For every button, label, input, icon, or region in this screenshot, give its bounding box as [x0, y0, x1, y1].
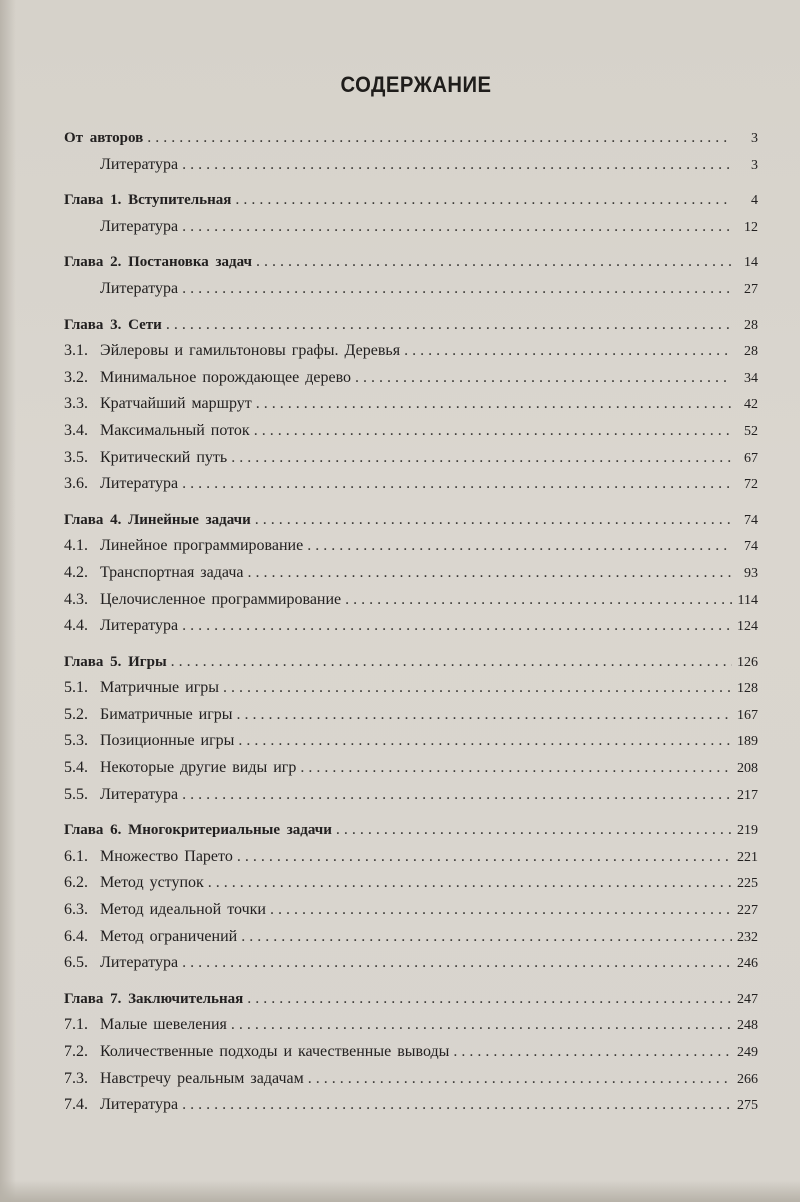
page-number: 208	[737, 761, 758, 777]
dot-leader	[355, 365, 732, 392]
chapter-title	[64, 817, 332, 844]
entry-number: 7.1.	[64, 1016, 88, 1034]
toc-entry-row	[64, 276, 758, 303]
dot-leader	[241, 924, 732, 951]
entry-title	[64, 338, 400, 365]
entry-title	[64, 418, 250, 445]
toc-entry-row	[64, 1066, 758, 1093]
entry-title	[64, 1066, 304, 1093]
entry-label: Литература	[100, 617, 179, 635]
entry-label: Матричные игры	[100, 679, 219, 697]
toc-entry-row	[64, 365, 758, 392]
entry-label: Метод уступок	[100, 874, 204, 892]
toc-entry-row	[64, 924, 758, 951]
toc-entry-row	[64, 1039, 758, 1066]
chapter-title	[64, 125, 143, 152]
dot-leader	[231, 445, 732, 472]
chapter-label: Глава 7. Заключительная	[64, 990, 244, 1007]
entry-number: 5.5.	[64, 785, 88, 803]
chapter-label: Глава 2. Постановка задач	[64, 254, 253, 271]
dot-leader	[182, 613, 732, 640]
toc-entry-row	[64, 950, 758, 977]
dot-leader	[182, 276, 732, 303]
toc-entry-row	[64, 782, 758, 809]
chapter-label: Глава 6. Многокритериальные задачи	[64, 822, 332, 839]
toc-chapter-row	[64, 125, 758, 152]
page-number: 232	[737, 929, 758, 945]
dot-leader	[256, 391, 732, 418]
page-number: 266	[737, 1071, 758, 1087]
entry-label: Некоторые другие виды игр	[100, 759, 297, 777]
toc-entry-row	[64, 675, 758, 702]
entry-number: 6.2.	[64, 874, 88, 892]
page-number: 247	[737, 991, 758, 1007]
toc-entry-row	[64, 870, 758, 897]
dot-leader	[300, 755, 732, 782]
dot-leader	[208, 870, 732, 897]
toc-entry-row	[64, 702, 758, 729]
page-number: 74	[744, 512, 758, 528]
page-number: 4	[751, 193, 758, 209]
chapter-label: Глава 3. Сети	[64, 316, 162, 333]
dot-leader	[237, 844, 732, 871]
toc-entry-row	[64, 587, 758, 614]
entry-number: 3.4.	[64, 421, 88, 439]
toc-entry-row	[64, 1092, 758, 1119]
entry-label: Биматричные игры	[100, 705, 233, 723]
page-number: 124	[737, 619, 758, 635]
entry-title	[64, 587, 341, 614]
toc-section	[64, 249, 758, 302]
toc-entry-row	[64, 560, 758, 587]
entry-label: Транспортная задача	[100, 563, 244, 581]
page-number: 72	[744, 477, 758, 493]
chapter-title	[64, 507, 251, 534]
entry-title	[64, 675, 219, 702]
toc-section	[64, 125, 758, 178]
entry-number: 6.1.	[64, 847, 88, 865]
toc-section	[64, 187, 758, 240]
chapter-title	[64, 187, 231, 214]
toc-entry-row	[64, 391, 758, 418]
entry-label: Критический путь	[100, 448, 228, 466]
entry-title	[64, 533, 303, 560]
entry-label: Литература	[100, 475, 179, 493]
dot-leader	[247, 986, 732, 1013]
dot-leader	[166, 312, 732, 339]
chapter-title	[64, 312, 162, 339]
entry-number: 3.3.	[64, 395, 88, 413]
page-title: СОДЕРЖАНИЕ	[340, 72, 492, 97]
entry-number: 7.2.	[64, 1043, 88, 1060]
entry-number: 4.3.	[64, 590, 88, 608]
entry-number: 7.3.	[64, 1069, 88, 1087]
entry-number: 4.1.	[64, 537, 88, 555]
page-number: 67	[744, 450, 758, 466]
page-number: 225	[737, 876, 758, 892]
dot-leader	[182, 782, 732, 809]
entry-label: Метод ограничений	[100, 927, 238, 945]
entry-title	[64, 1092, 178, 1119]
page-number: 52	[744, 423, 758, 439]
dot-leader	[308, 1066, 732, 1093]
chapter-label: Глава 4. Линейные задачи	[64, 511, 251, 528]
dot-leader	[182, 152, 732, 179]
toc-section	[64, 817, 758, 977]
page-number: 3	[751, 131, 758, 146]
entry-number: 3.1.	[64, 342, 88, 360]
page-number: 189	[737, 734, 758, 750]
dot-leader	[182, 214, 732, 241]
toc-entry-row	[64, 728, 758, 755]
page-number: 42	[744, 397, 758, 413]
toc-chapter-row	[64, 187, 758, 214]
chapter-label: Глава 1. Вступительная	[64, 192, 232, 209]
table-of-contents	[64, 125, 758, 1128]
entry-label: Литература	[100, 155, 179, 173]
page-number: 27	[744, 281, 758, 297]
dot-leader	[254, 418, 732, 445]
dot-leader	[147, 125, 732, 152]
page-number: 114	[737, 592, 758, 608]
toc-chapter-row	[64, 249, 758, 276]
dot-leader	[345, 587, 732, 614]
entry-title	[64, 560, 243, 587]
toc-section	[64, 986, 758, 1119]
entry-number: 4.2.	[64, 563, 88, 581]
page-number: 34	[744, 370, 758, 386]
toc-entry-row	[64, 533, 758, 560]
page-number: 217	[737, 787, 758, 803]
entry-title	[64, 214, 178, 241]
dot-leader	[182, 1092, 732, 1119]
dot-leader	[182, 471, 732, 498]
page-shadow-bottom	[0, 1180, 800, 1202]
entry-number: 6.4.	[64, 927, 88, 945]
dot-leader	[336, 817, 732, 844]
page-number: 128	[737, 681, 758, 697]
entry-number: 7.4.	[64, 1096, 88, 1114]
toc-entry-row	[64, 755, 758, 782]
toc-entry-row	[64, 613, 758, 640]
page-number: 275	[737, 1098, 758, 1114]
dot-leader	[247, 560, 732, 587]
entry-label: Кратчайший маршрут	[100, 395, 252, 413]
entry-number: 5.4.	[64, 759, 88, 777]
entry-number: 6.5.	[64, 954, 88, 972]
toc-section	[64, 649, 758, 809]
entry-number: 4.4.	[64, 617, 88, 635]
toc-entry-row	[64, 445, 758, 472]
page-shadow-left	[0, 0, 16, 1202]
entry-title	[64, 728, 234, 755]
chapter-label: Глава 5. Игры	[64, 653, 167, 670]
page-number: 246	[737, 956, 758, 972]
dot-leader	[171, 649, 732, 676]
toc-entry-row	[64, 214, 758, 241]
entry-label: Эйлеровы и гамильтоновы графы. Деревья	[100, 342, 401, 360]
toc-chapter-row	[64, 986, 758, 1013]
entry-title	[64, 897, 266, 924]
dot-leader	[256, 249, 732, 276]
toc-chapter-row	[64, 649, 758, 676]
dot-leader	[270, 897, 732, 924]
dot-leader	[255, 507, 732, 534]
dot-leader	[223, 675, 732, 702]
entry-number: 3.5.	[64, 448, 88, 466]
page-number: 93	[744, 565, 758, 581]
page-number: 14	[744, 255, 758, 271]
toc-chapter-row	[64, 817, 758, 844]
entry-title	[64, 924, 237, 951]
entry-title	[64, 445, 227, 472]
entry-title	[64, 613, 178, 640]
dot-leader	[307, 533, 732, 560]
toc-chapter-row	[64, 312, 758, 339]
entry-label: Линейное программирование	[100, 537, 304, 555]
entry-label: Максимальный поток	[100, 421, 250, 439]
entry-number: 5.3.	[64, 732, 88, 750]
entry-label: Литература	[100, 954, 179, 972]
dot-leader	[237, 702, 732, 729]
entry-title	[64, 844, 233, 871]
entry-label: Количественные подходы и качественные выводы	[100, 1043, 450, 1060]
dot-leader	[231, 1012, 732, 1039]
dot-leader	[404, 338, 732, 365]
dot-leader	[235, 187, 732, 214]
entry-title	[64, 950, 178, 977]
toc-entry-row	[64, 418, 758, 445]
entry-title	[64, 391, 252, 418]
page-number: 126	[737, 654, 758, 670]
page-number: 221	[737, 849, 758, 865]
toc-entry-row	[64, 338, 758, 365]
page-number: 227	[737, 903, 758, 919]
toc-entry-row	[64, 1012, 758, 1039]
toc-section	[64, 507, 758, 640]
entry-title	[64, 782, 178, 809]
entry-label: Позиционные игры	[100, 732, 235, 750]
page-number: 249	[737, 1045, 758, 1060]
entry-title	[64, 755, 296, 782]
entry-title	[64, 1039, 449, 1066]
page-number: 28	[744, 317, 758, 333]
chapter-title	[64, 649, 167, 676]
dot-leader	[238, 728, 732, 755]
entry-number: 3.2.	[64, 368, 88, 386]
page-number: 12	[744, 219, 758, 235]
toc-entry-row	[64, 844, 758, 871]
toc-entry-row	[64, 471, 758, 498]
entry-label: Литература	[100, 785, 179, 803]
entry-label: Литература	[100, 279, 179, 297]
toc-chapter-row	[64, 507, 758, 534]
entry-number: 5.2.	[64, 705, 88, 723]
entry-label: Целочисленное программирование	[100, 590, 342, 608]
page-number: 167	[737, 707, 758, 723]
chapter-label: От авторов	[64, 130, 144, 146]
chapter-title	[64, 986, 243, 1013]
dot-leader	[453, 1039, 732, 1066]
entry-label: Навстречу реальным задачам	[100, 1069, 304, 1087]
page-number: 28	[744, 344, 758, 360]
entry-title	[64, 702, 233, 729]
entry-label: Минимальное порождающее дерево	[100, 368, 352, 386]
entry-number: 3.6.	[64, 475, 88, 493]
entry-title	[64, 1012, 227, 1039]
page-number: 219	[737, 823, 758, 839]
page-number: 248	[737, 1018, 758, 1034]
dot-leader	[182, 950, 732, 977]
entry-label: Литература	[100, 1096, 179, 1114]
entry-title	[64, 152, 178, 179]
toc-section	[64, 312, 758, 498]
entry-title	[64, 365, 351, 392]
page-number: 74	[744, 539, 758, 555]
toc-entry-row	[64, 897, 758, 924]
chapter-title	[64, 249, 252, 276]
entry-title	[64, 471, 178, 498]
page-number: 3	[751, 157, 758, 173]
entry-label: Множество Парето	[100, 847, 233, 865]
toc-entry-row	[64, 152, 758, 179]
entry-label: Малые шевеления	[100, 1016, 227, 1034]
entry-number: 5.1.	[64, 679, 88, 697]
entry-number: 6.3.	[64, 901, 88, 919]
entry-title	[64, 870, 204, 897]
entry-title	[64, 276, 178, 303]
entry-label: Литература	[100, 217, 179, 235]
entry-label: Метод идеальной точки	[100, 901, 266, 919]
